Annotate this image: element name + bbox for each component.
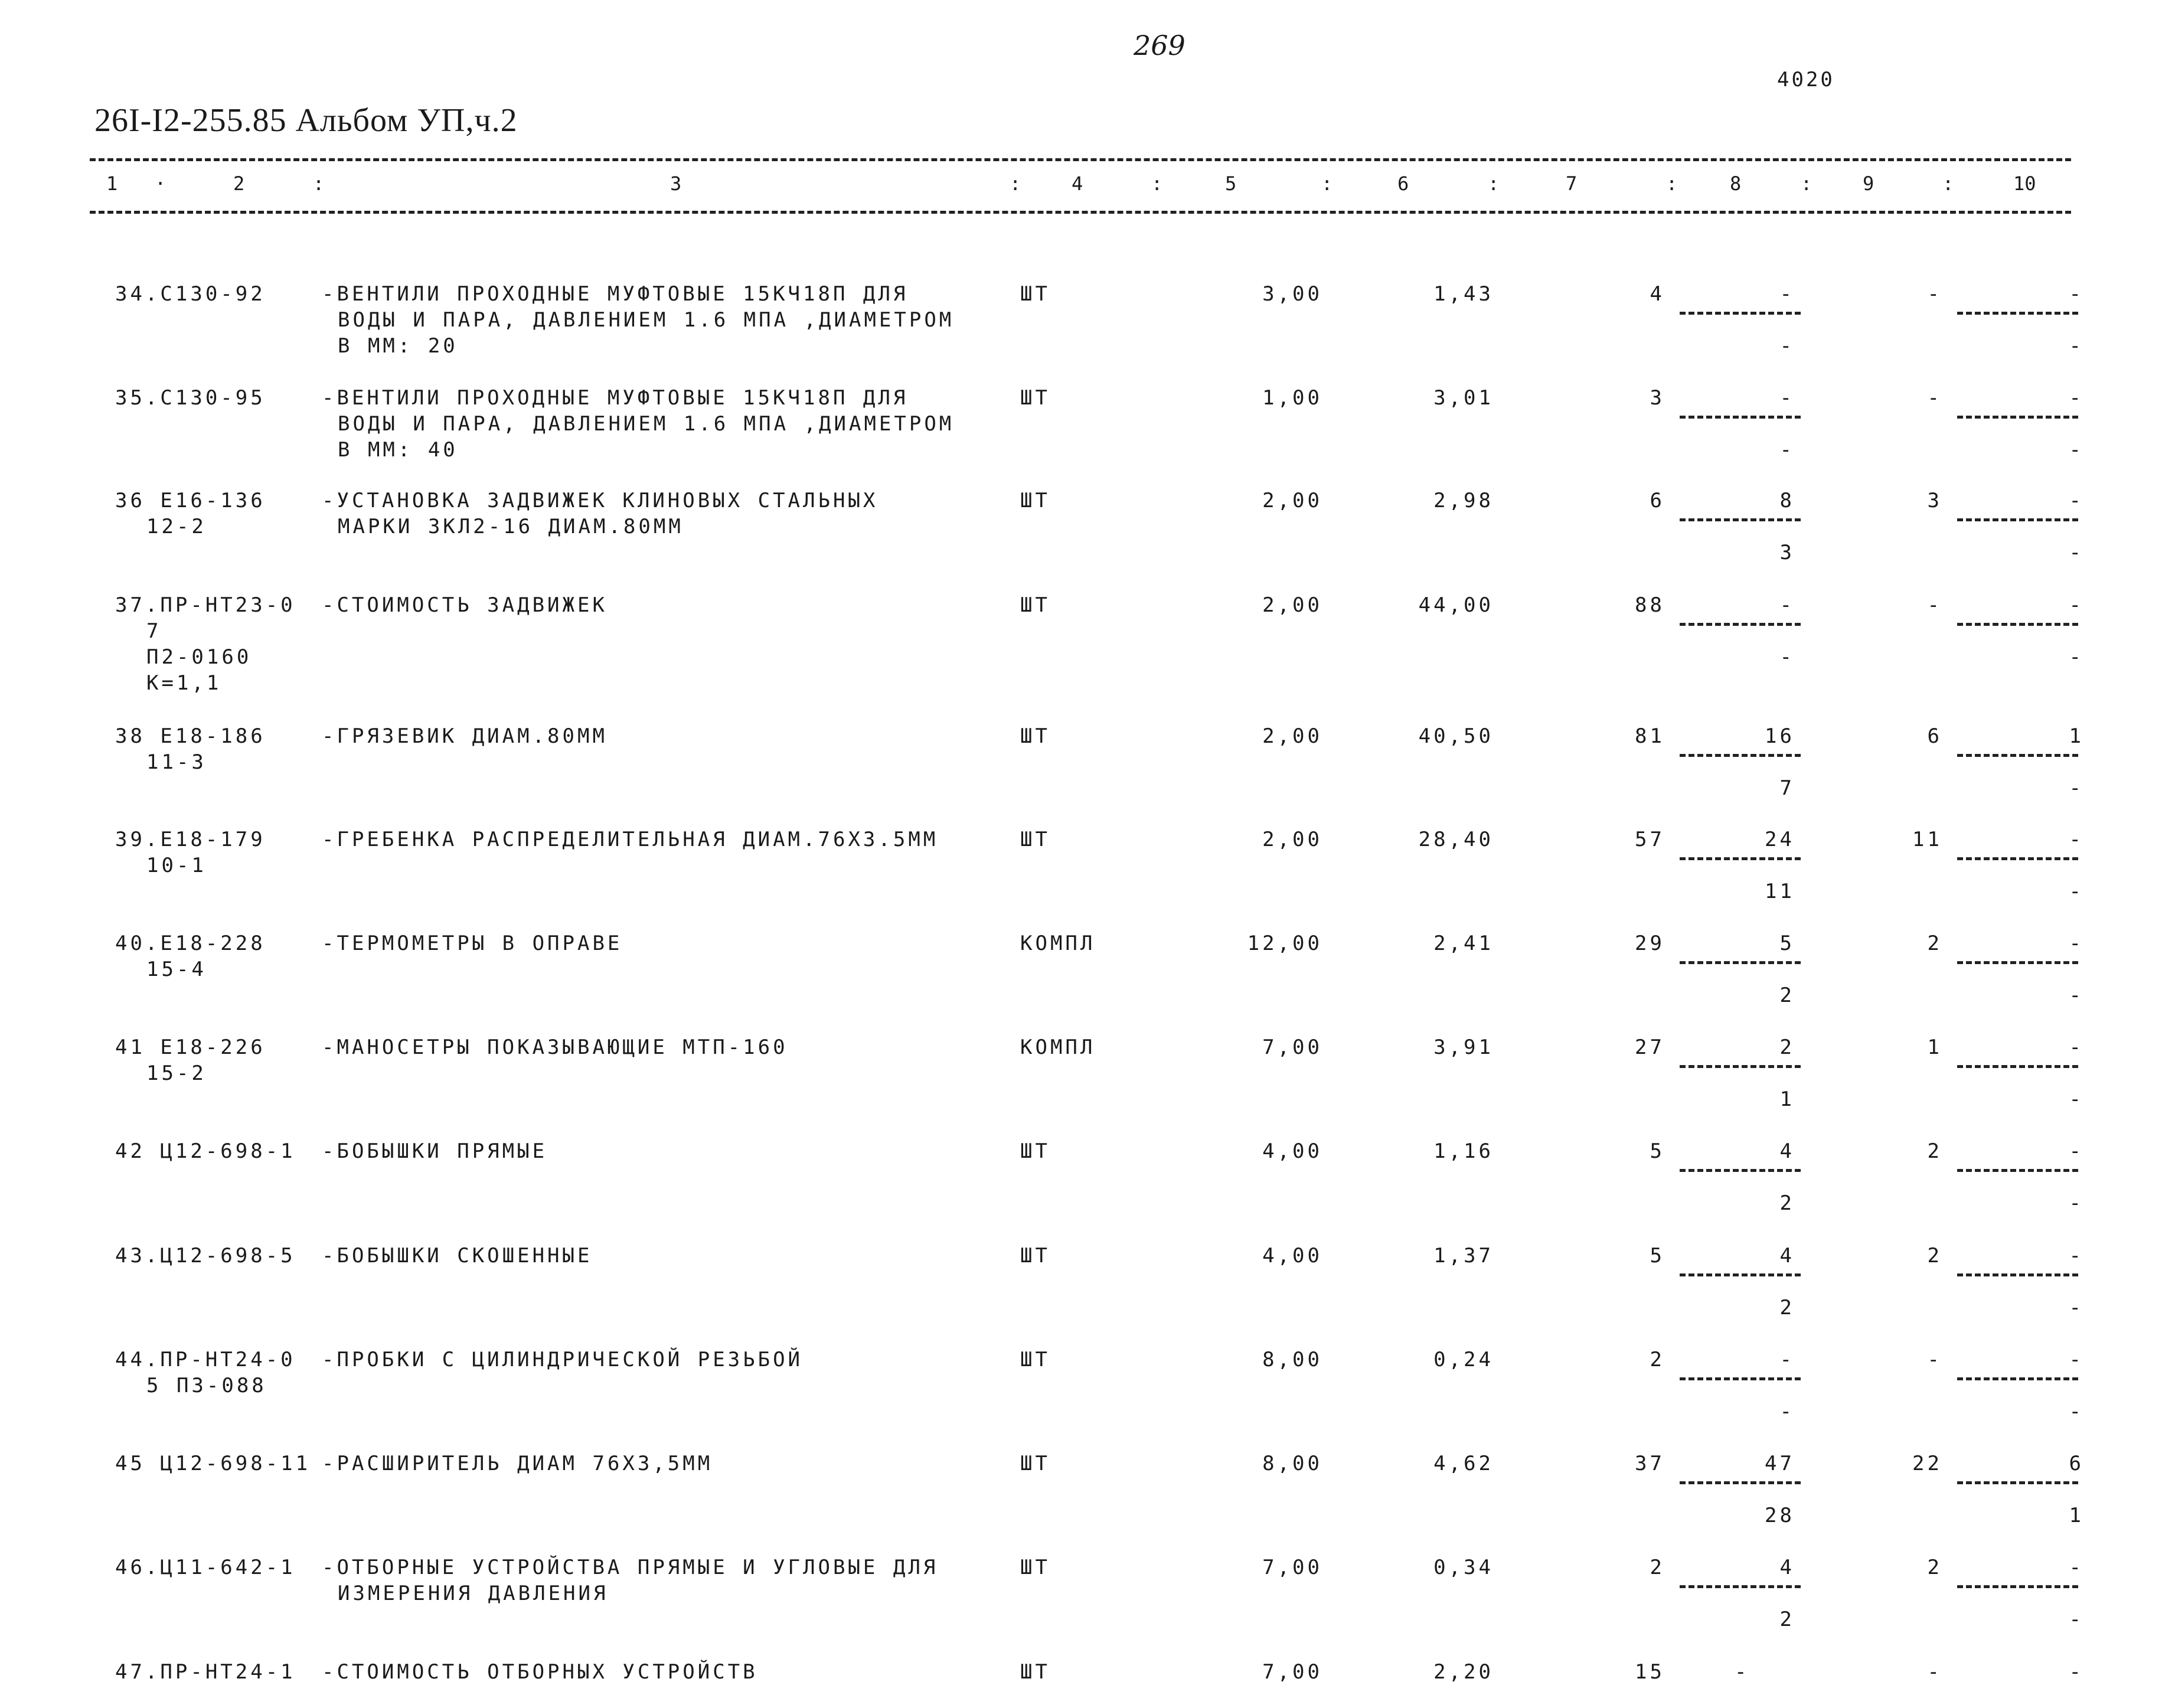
row-col9: - [1927, 1660, 1942, 1684]
row-description: ВОДЫ И ПАРА, ДАВЛЕНИЕМ 1.6 МПА ,ДИАМЕТРОМ [338, 308, 955, 332]
row-quantity: 1,00 [1262, 386, 1322, 410]
row-unit-price: 28,40 [1418, 828, 1494, 851]
row-description: -ПРОБКИ С ЦИЛИНДРИЧЕСКОЙ РЕЗЬБОЙ [322, 1348, 804, 1371]
row-col10-top: - [2069, 386, 2084, 410]
row-quantity: 4,00 [1262, 1244, 1322, 1268]
fraction-line [1680, 623, 1801, 626]
row-code-extra: 15-2 [146, 1062, 207, 1085]
row-quantity: 12,00 [1247, 932, 1322, 955]
row-quantity: 4,00 [1262, 1139, 1322, 1163]
row-unit-price: 2,98 [1433, 489, 1494, 512]
row-col10-bottom: - [2069, 1608, 2084, 1631]
row-col8-bottom: - [1779, 1400, 1795, 1423]
row-unit-price: 4,62 [1433, 1452, 1494, 1475]
row-col9: 22 [1912, 1452, 1942, 1475]
row-col9: 11 [1912, 828, 1942, 851]
row-unit: ШТ [1020, 1452, 1050, 1475]
row-col10-top: - [2069, 1556, 2084, 1579]
row-description: -ВЕНТИЛИ ПРОХОДНЫЕ МУФТОВЫЕ 15КЧ18П ДЛЯ [322, 282, 909, 306]
row-unit: ШТ [1020, 1139, 1050, 1163]
row-col9: - [1927, 593, 1942, 617]
row-description: -ОТБОРНЫЕ УСТРОЙСТВА ПРЯМЫЕ И УГЛОВЫЕ ДЛЯ [322, 1556, 939, 1579]
row-col10-bottom: - [2069, 880, 2084, 903]
fraction-line [1957, 623, 2078, 626]
row-code: 46.Ц11-642-1 [115, 1556, 296, 1579]
row-unit-price: 2,20 [1433, 1660, 1494, 1684]
row-col8-bottom: - [1779, 438, 1795, 462]
row-col8-top: - [1779, 593, 1795, 617]
row-unit: КОМПЛ [1020, 1036, 1096, 1059]
row-description: -МАНОСЕТРЫ ПОКАЗЫВАЮЩИЕ МТП-160 [322, 1036, 788, 1059]
row-col8-top: - [1735, 1660, 1750, 1684]
row-col10-top: - [2069, 489, 2084, 512]
column-header: 4 [1072, 172, 1083, 195]
row-total: 5 [1650, 1244, 1665, 1268]
row-code-extra: 10-1 [146, 854, 207, 877]
row-col10-top: - [2069, 932, 2084, 955]
column-header: 3 [670, 172, 682, 195]
column-header: 9 [1863, 172, 1874, 195]
row-total: 81 [1635, 724, 1665, 748]
column-separator: : [1488, 172, 1500, 195]
document-title: 26I-I2-255.85 Альбом УП,ч.2 [94, 102, 518, 139]
row-code: 47.ПР-НТ24-1 [115, 1660, 296, 1684]
row-col8-top: - [1779, 386, 1795, 410]
row-quantity: 7,00 [1262, 1036, 1322, 1059]
row-unit: ШТ [1020, 386, 1050, 410]
column-header: 10 [2013, 172, 2036, 195]
fraction-line [1680, 416, 1801, 419]
row-col10-bottom: - [2069, 1191, 2084, 1215]
row-col8-bottom: 2 [1779, 984, 1795, 1007]
fraction-line [1957, 857, 2078, 860]
column-separator: : [313, 172, 325, 195]
row-col8-bottom: 3 [1779, 541, 1795, 564]
row-col10-bottom: - [2069, 334, 2084, 358]
row-quantity: 8,00 [1262, 1348, 1322, 1371]
fraction-line [1957, 1481, 2078, 1484]
row-unit: ШТ [1020, 828, 1050, 851]
row-unit-price: 0,34 [1433, 1556, 1494, 1579]
row-description: ИЗМЕРЕНИЯ ДАВЛЕНИЯ [338, 1582, 609, 1605]
row-code: 43.Ц12-698-5 [115, 1244, 296, 1268]
fraction-line [1680, 1585, 1801, 1588]
fraction-line [1957, 754, 2078, 757]
column-separator: · [155, 172, 166, 195]
column-header: 5 [1225, 172, 1237, 195]
row-col10-bottom: - [2069, 541, 2084, 564]
row-total: 29 [1635, 932, 1665, 955]
fraction-line [1680, 961, 1801, 964]
row-col8-bottom: 7 [1779, 776, 1795, 800]
fraction-line [1680, 857, 1801, 860]
row-col10-top: - [2069, 1244, 2084, 1268]
column-separator: : [1666, 172, 1678, 195]
document-number: 4020 [1777, 68, 1835, 92]
fraction-line [1680, 518, 1801, 521]
row-col8-bottom: 11 [1765, 880, 1795, 903]
row-col9: 3 [1927, 489, 1942, 512]
row-description: -ВЕНТИЛИ ПРОХОДНЫЕ МУФТОВЫЕ 15КЧ18П ДЛЯ [322, 386, 909, 410]
fraction-line [1957, 961, 2078, 964]
row-code: 44.ПР-НТ24-0 [115, 1348, 296, 1371]
row-unit-price: 3,01 [1433, 386, 1494, 410]
row-col8-bottom: - [1779, 645, 1795, 669]
fraction-line [1680, 1065, 1801, 1068]
column-separator: : [1321, 172, 1333, 195]
row-unit-price: 1,43 [1433, 282, 1494, 306]
row-description: В ММ: 20 [338, 334, 458, 358]
fraction-line [1957, 1585, 2078, 1588]
column-header: 2 [233, 172, 245, 195]
row-col10-bottom: - [2069, 1087, 2084, 1111]
row-col10-bottom: - [2069, 1296, 2084, 1320]
row-code: 40.Е18-228 [115, 932, 266, 955]
row-col8-top: 4 [1779, 1556, 1795, 1579]
row-quantity: 2,00 [1262, 828, 1322, 851]
row-description: МАРКИ ЗКЛ2-16 ДИАМ.80ММ [338, 515, 684, 538]
row-col9: - [1927, 1348, 1942, 1371]
row-description: -БОБЫШКИ ПРЯМЫЕ [322, 1139, 548, 1163]
row-code: 39.Е18-179 [115, 828, 266, 851]
row-col10-top: - [2069, 1139, 2084, 1163]
row-code-extra: 11-3 [146, 750, 207, 774]
row-col8-bottom: 2 [1779, 1608, 1795, 1631]
fraction-line [1680, 754, 1801, 757]
row-col8-bottom: - [1779, 334, 1795, 358]
column-header: 1 [106, 172, 118, 195]
row-code-extra: 5 П3-088 [146, 1374, 267, 1397]
fraction-line [1957, 1377, 2078, 1380]
row-col8-top: 2 [1779, 1036, 1795, 1059]
row-description: -БОБЫШКИ СКОШЕННЫЕ [322, 1244, 593, 1268]
row-quantity: 3,00 [1262, 282, 1322, 306]
row-total: 3 [1650, 386, 1665, 410]
row-col9: 1 [1927, 1036, 1942, 1059]
row-col10-bottom: - [2069, 984, 2084, 1007]
row-col9: 2 [1927, 932, 1942, 955]
row-code: 37.ПР-НТ23-0 [115, 593, 296, 617]
column-separator: : [1942, 172, 1954, 195]
row-description: -СТОИМОСТЬ ЗАДВИЖЕК [322, 593, 608, 617]
row-col9: 6 [1927, 724, 1942, 748]
row-col10-top: - [2069, 1348, 2084, 1371]
row-col10-bottom: - [2069, 1400, 2084, 1423]
row-code: 41 Е18-226 [115, 1036, 266, 1059]
row-description: ВОДЫ И ПАРА, ДАВЛЕНИЕМ 1.6 МПА ,ДИАМЕТРОМ [338, 412, 955, 436]
fraction-line [1957, 1065, 2078, 1068]
row-code: 35.С130-95 [115, 386, 266, 410]
row-col8-bottom: 28 [1765, 1504, 1795, 1527]
row-col10-top: - [2069, 593, 2084, 617]
page-number: 269 [1134, 30, 1185, 61]
fraction-line [1957, 518, 2078, 521]
row-description: В ММ: 40 [338, 438, 458, 462]
row-total: 6 [1650, 489, 1665, 512]
row-unit-price: 1,16 [1433, 1139, 1494, 1163]
row-unit: ШТ [1020, 593, 1050, 617]
column-header: 6 [1397, 172, 1409, 195]
row-col10-bottom: - [2069, 776, 2084, 800]
row-quantity: 2,00 [1262, 489, 1322, 512]
row-col8-bottom: 1 [1779, 1087, 1795, 1111]
row-col10-bottom: 1 [2069, 1504, 2084, 1527]
row-description: -ТЕРМОМЕТРЫ В ОПРАВЕ [322, 932, 623, 955]
row-unit: ШТ [1020, 1244, 1050, 1268]
row-col8-top: 5 [1779, 932, 1795, 955]
row-col10-top: - [2069, 828, 2084, 851]
row-unit-price: 3,91 [1433, 1036, 1494, 1059]
row-col10-top: 6 [2069, 1452, 2084, 1475]
row-col10-top: 1 [2069, 724, 2084, 748]
row-col9: 2 [1927, 1556, 1942, 1579]
row-total: 2 [1650, 1556, 1665, 1579]
fraction-line [1957, 1169, 2078, 1172]
row-total: 5 [1650, 1139, 1665, 1163]
row-code: 38 Е18-186 [115, 724, 266, 748]
row-unit: КОМПЛ [1020, 932, 1096, 955]
row-quantity: 2,00 [1262, 724, 1322, 748]
row-col8-top: 8 [1779, 489, 1795, 512]
row-code-extra: К=1,1 [146, 671, 222, 695]
fraction-line [1680, 312, 1801, 315]
row-col8-bottom: 2 [1779, 1191, 1795, 1215]
row-col10-top: - [2069, 1660, 2084, 1684]
row-total: 57 [1635, 828, 1665, 851]
row-unit-price: 0,24 [1433, 1348, 1494, 1371]
row-col8-top: - [1779, 282, 1795, 306]
row-col9: - [1927, 386, 1942, 410]
row-code: 36 Е16-136 [115, 489, 266, 512]
row-code-extra: 15-4 [146, 958, 207, 981]
row-total: 37 [1635, 1452, 1665, 1475]
row-code: 34.С130-92 [115, 282, 266, 306]
fraction-line [1680, 1377, 1801, 1380]
fraction-line [1680, 1481, 1801, 1484]
row-code: 45 Ц12-698-11 [115, 1452, 311, 1475]
header-top-rule [90, 158, 2071, 161]
row-description: -ГРЯЗЕВИК ДИАМ.80ММ [322, 724, 608, 748]
row-unit: ШТ [1020, 1556, 1050, 1579]
column-separator: : [1151, 172, 1163, 195]
row-col9: 2 [1927, 1139, 1942, 1163]
row-code-extra: 7 [146, 619, 162, 643]
column-separator: : [1801, 172, 1812, 195]
fraction-line [1680, 1273, 1801, 1276]
row-quantity: 7,00 [1262, 1556, 1322, 1579]
header-bottom-rule [90, 211, 2071, 214]
row-code-extra: П2-0160 [146, 645, 252, 669]
row-unit-price: 44,00 [1418, 593, 1494, 617]
row-description: -УСТАНОВКА ЗАДВИЖЕК КЛИНОВЫХ СТАЛЬНЫХ [322, 489, 878, 512]
column-header: 7 [1566, 172, 1578, 195]
column-separator: : [1010, 172, 1021, 195]
row-total: 88 [1635, 593, 1665, 617]
row-description: -ГРЕБЕНКА РАСПРЕДЕЛИТЕЛЬНАЯ ДИАМ.76Х3.5ММ [322, 828, 939, 851]
row-unit: ШТ [1020, 1660, 1050, 1684]
row-unit-price: 40,50 [1418, 724, 1494, 748]
row-total: 27 [1635, 1036, 1665, 1059]
row-col10-bottom: - [2069, 438, 2084, 462]
row-col8-top: 47 [1765, 1452, 1795, 1475]
row-total: 4 [1650, 282, 1665, 306]
row-col10-bottom: - [2069, 645, 2084, 669]
row-description: -РАСШИРИТЕЛЬ ДИАМ 76Х3,5ММ [322, 1452, 713, 1475]
row-col8-bottom: 2 [1779, 1296, 1795, 1320]
row-total: 15 [1635, 1660, 1665, 1684]
row-quantity: 2,00 [1262, 593, 1322, 617]
row-unit: ШТ [1020, 489, 1050, 512]
row-unit-price: 2,41 [1433, 932, 1494, 955]
row-col8-top: 4 [1779, 1139, 1795, 1163]
row-quantity: 7,00 [1262, 1660, 1322, 1684]
row-unit: ШТ [1020, 724, 1050, 748]
row-col8-top: 24 [1765, 828, 1795, 851]
row-total: 2 [1650, 1348, 1665, 1371]
fraction-line [1957, 312, 2078, 315]
row-col8-top: 16 [1765, 724, 1795, 748]
row-unit-price: 1,37 [1433, 1244, 1494, 1268]
row-description: -СТОИМОСТЬ ОТБОРНЫХ УСТРОЙСТВ [322, 1660, 758, 1684]
row-code-extra: 12-2 [146, 515, 207, 538]
fraction-line [1680, 1169, 1801, 1172]
row-col9: 2 [1927, 1244, 1942, 1268]
row-col9: - [1927, 282, 1942, 306]
column-header: 8 [1730, 172, 1742, 195]
row-col10-top: - [2069, 282, 2084, 306]
row-unit: ШТ [1020, 1348, 1050, 1371]
row-quantity: 8,00 [1262, 1452, 1322, 1475]
row-col8-top: 4 [1779, 1244, 1795, 1268]
fraction-line [1957, 1273, 2078, 1276]
row-unit: ШТ [1020, 282, 1050, 306]
row-code: 42 Ц12-698-1 [115, 1139, 296, 1163]
row-col8-top: - [1779, 1348, 1795, 1371]
row-col10-top: - [2069, 1036, 2084, 1059]
fraction-line [1957, 416, 2078, 419]
